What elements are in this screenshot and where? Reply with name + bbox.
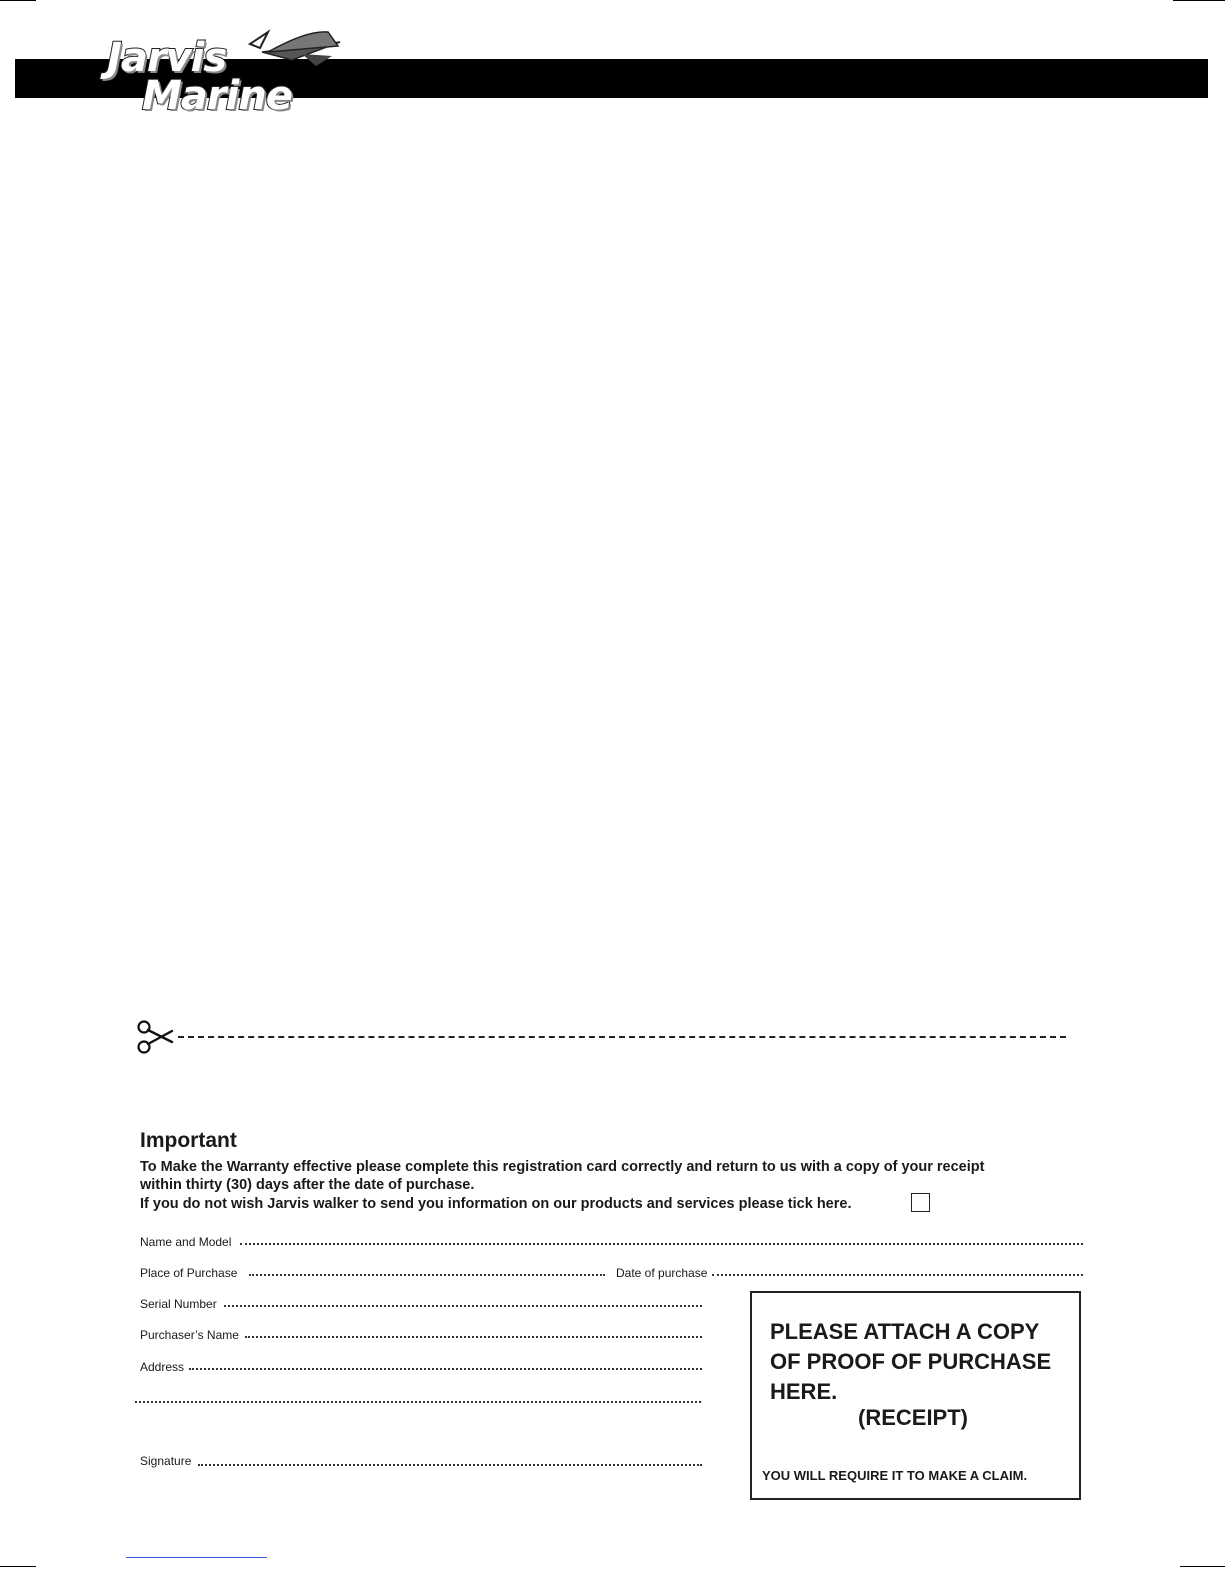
brand-logo [102, 26, 352, 126]
serial-number-label: Serial Number [140, 1297, 217, 1311]
address-field-line2[interactable] [135, 1401, 701, 1403]
crop-mark-bottom-left [0, 1566, 36, 1567]
proof-line2: OF PROOF OF PURCHASE [770, 1349, 1052, 1374]
warranty-notice-line1: To Make the Warranty effective please complete this registration card correctly and return to us with a copy of your receipt [140, 1159, 985, 1175]
place-of-purchase-field[interactable] [249, 1274, 605, 1276]
claim-note: YOU WILL REQUIRE IT TO MAKE A CLAIM. [762, 1468, 1028, 1483]
proof-line1: PLEASE ATTACH A COPY [770, 1319, 1040, 1344]
registered-mark: ® [310, 81, 317, 91]
date-of-purchase-label: Date of purchase [616, 1266, 708, 1280]
name-and-model-field[interactable] [240, 1243, 1083, 1245]
proof-of-purchase-box [750, 1291, 1081, 1500]
footer-link[interactable] [126, 1557, 267, 1558]
place-of-purchase-label: Place of Purchase [140, 1266, 238, 1280]
crop-mark-bottom-right [1180, 1566, 1225, 1567]
cut-line [136, 1018, 1066, 1056]
logo-word-jarvis: Jarvis [107, 35, 227, 81]
crop-mark-top-right [1173, 0, 1225, 1]
important-heading: Important [140, 1129, 237, 1152]
signature-field[interactable] [198, 1464, 702, 1466]
proof-instructions [770, 1317, 1051, 1407]
logo-word-marine: Marine [142, 73, 292, 119]
scissors-icon [136, 1018, 174, 1056]
receipt-label: (RECEIPT) [858, 1405, 968, 1430]
name-and-model-label: Name and Model [140, 1235, 232, 1249]
address-field-line1[interactable] [189, 1368, 702, 1370]
cut-dashes [178, 1036, 1066, 1038]
warranty-notice-line2: within thirty (30) days after the date of purchase. [140, 1177, 475, 1193]
opt-out-notice: If you do not wish Jarvis walker to send you information on our products and services please tick here. [140, 1196, 852, 1212]
date-of-purchase-field[interactable] [712, 1274, 1083, 1276]
purchasers-name-field[interactable] [245, 1336, 702, 1338]
crop-mark-top-left [0, 0, 36, 1]
opt-out-checkbox[interactable] [911, 1193, 930, 1212]
serial-number-field[interactable] [224, 1305, 702, 1307]
purchasers-name-label: Purchaser’s Name [140, 1328, 239, 1342]
address-label: Address [140, 1360, 185, 1374]
proof-line3: HERE. [770, 1379, 838, 1404]
signature-label: Signature [140, 1454, 192, 1468]
